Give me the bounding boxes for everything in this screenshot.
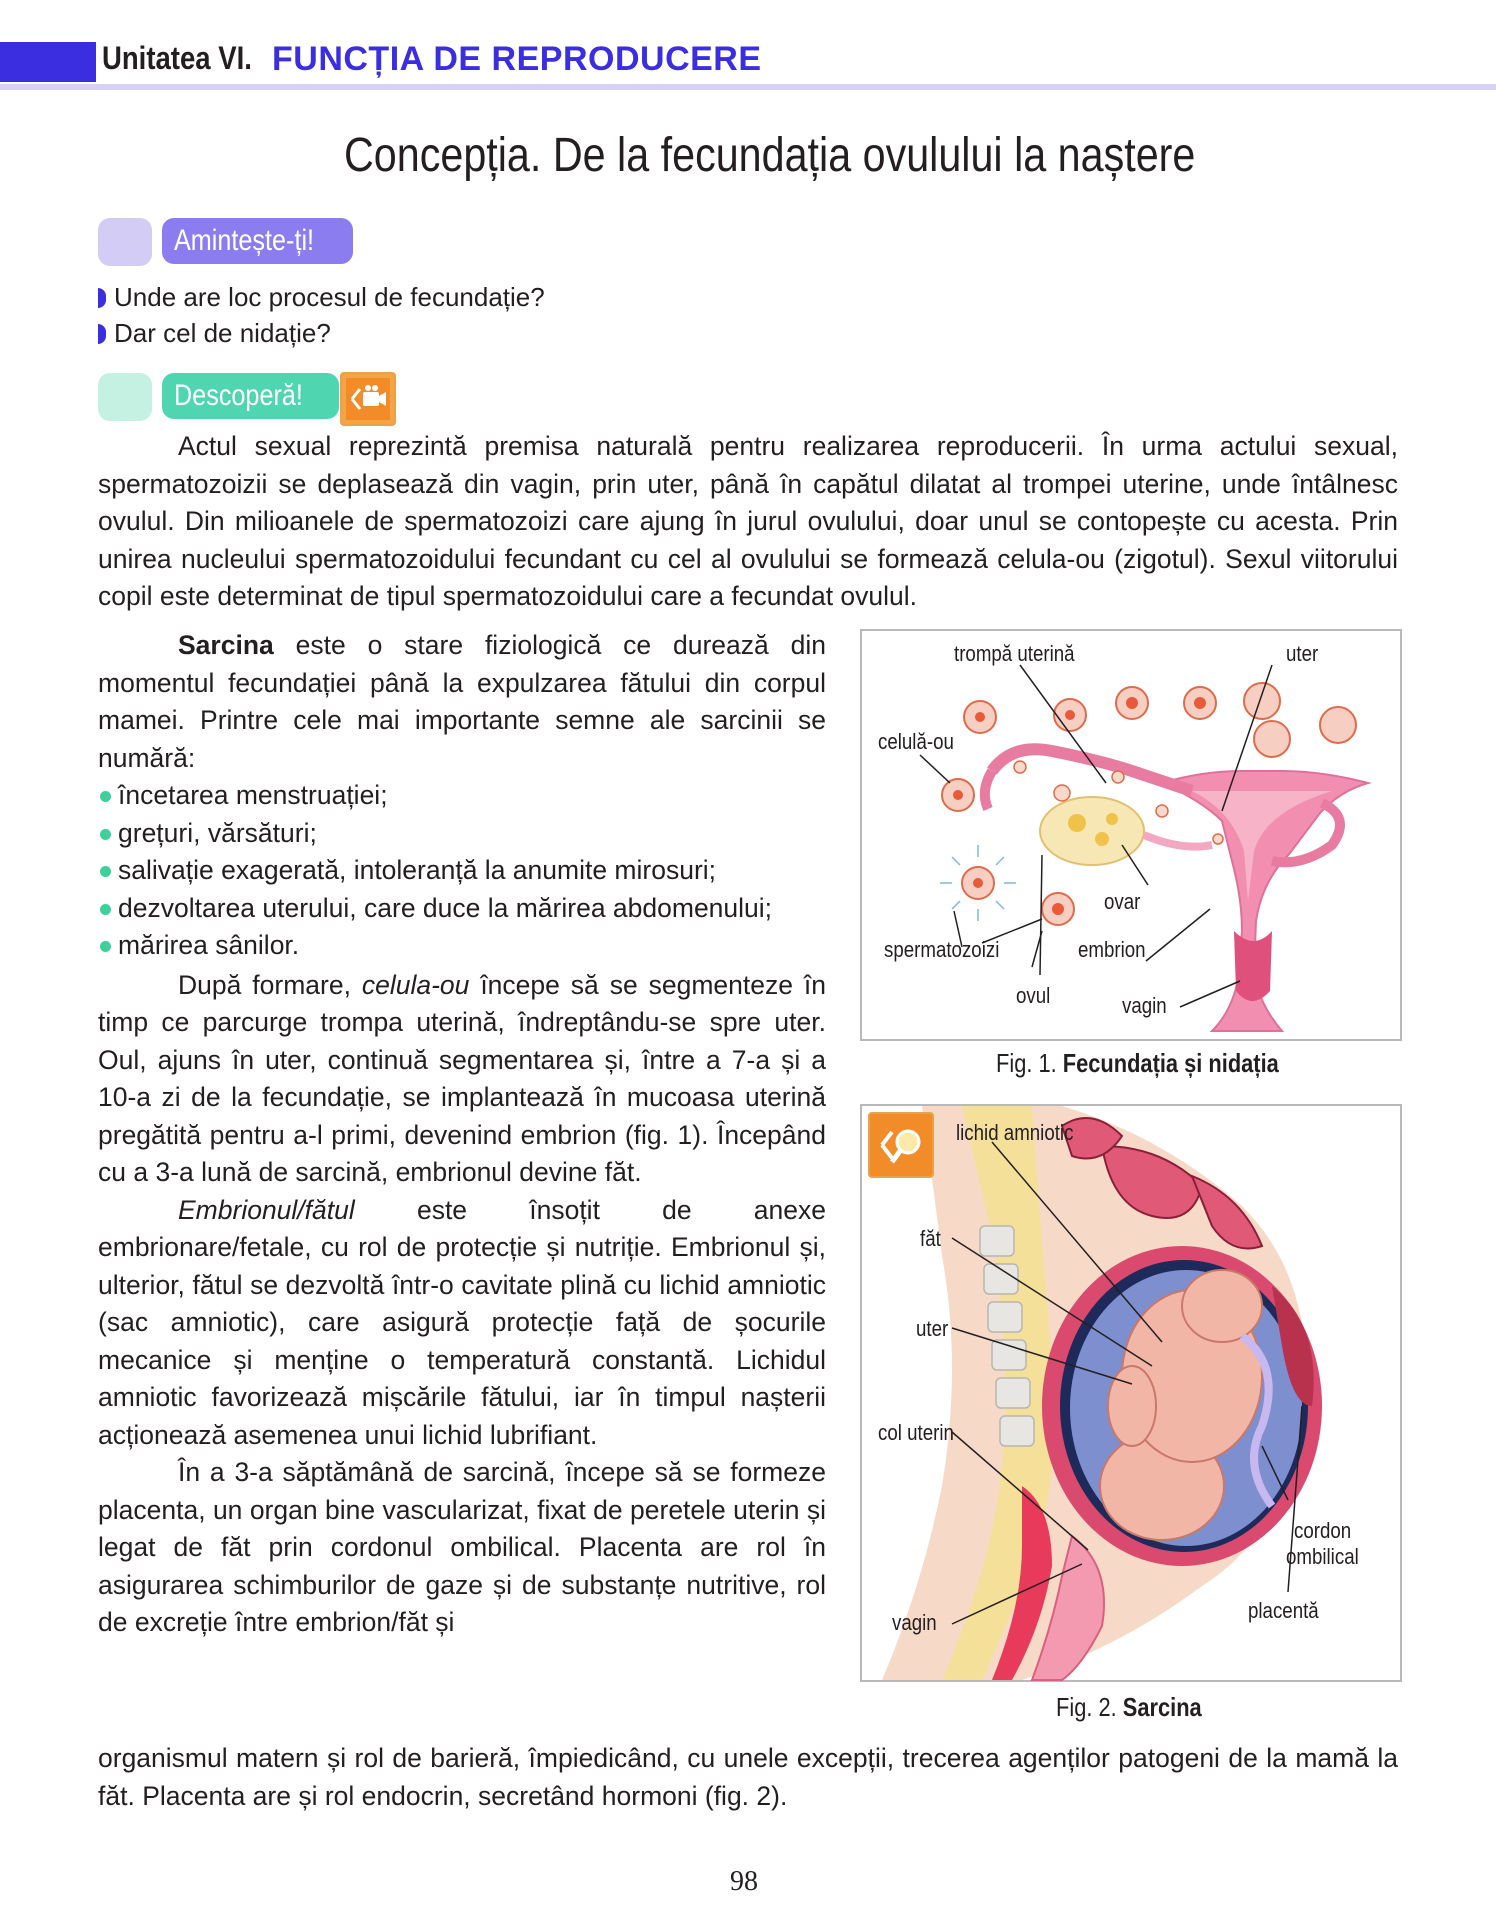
sign-item: salivație exagerată, intoleranță la anumite mirosuri; <box>98 852 826 890</box>
fig2-box <box>860 1104 1402 1682</box>
segment-paragraph: După formare, celula-ou începe să se segmenteze în timp ce parcurge trompa uterină, îndreptându-se spre uter. Oul, ajuns în uter, continuă segmentarea și, între a 7-a și a 10-a zi de la fecundație, se implantează în mucoasa uterină pregătită pentru a-l primi, devenind embrion (fig. 1). Începând cu a 3-a lună de sarcină, embrionul devine făt. <box>98 969 826 1187</box>
remember-tag: Amintește-ți! <box>162 218 353 264</box>
page-number: 98 <box>730 1866 758 1897</box>
label-placenta: placentă <box>1248 1598 1319 1623</box>
label-col-uterin: col uterin <box>878 1420 954 1445</box>
unit-title: FUNCȚIA DE REPRODUCERE <box>272 40 762 78</box>
sign-item: dezvoltarea uterului, care duce la mărirea abdomenului; <box>98 890 826 928</box>
annex-paragraph: Embrionul/fătul este însoțit de anexe embrionare/fetale, cu rol de protecție și nutriție. Embrionul și, ulterior, fătul se dezvoltă într-o cavitate plină cu lichid amniotic (sac amniotic), care asigură protecție față de șocurile mecanice și menține o temperatură constantă. Lichidul amniotic favorizează mișcările fătului, iar în timpul nașterii acționează asemenea unui lichid lubrifiant. <box>98 1194 826 1450</box>
fertilization-illustration <box>862 631 1400 1039</box>
label-fat: făt <box>920 1226 941 1251</box>
header-color-block <box>0 42 96 82</box>
label-ovar: ovar <box>1104 889 1141 914</box>
pregnancy-illustration <box>862 1106 1400 1680</box>
sign-item: grețuri, vărsături; <box>98 815 826 853</box>
remember-tag-square <box>98 218 152 266</box>
label-uter: uter <box>1286 641 1319 666</box>
fig1-box <box>860 629 1402 1041</box>
label-lichid: lichid amniotic <box>956 1120 1074 1145</box>
header-rule <box>0 84 1496 90</box>
video-icon[interactable] <box>340 372 396 426</box>
fig1-caption: Fig. 1. Fecundația și nidația <box>996 1048 1279 1078</box>
pregnancy-paragraph: Sarcina este o stare fiziologică ce durează din momentul fecundației până la expulzarea fătului din corpul mamei. Printre cele mai importante semne ale sarcinii se numără: <box>98 630 826 773</box>
sign-item: încetarea menstruației; <box>98 777 826 815</box>
page-title: Concepția. De la fecundația ovulului la naștere <box>344 129 1196 182</box>
search-icon[interactable] <box>868 1112 934 1178</box>
question-1: Unde are loc procesul de fecundație? <box>98 282 545 313</box>
label-vagin: vagin <box>892 1610 937 1635</box>
label-vagin: vagin <box>1122 993 1167 1018</box>
label-ombilical: ombilical <box>1286 1544 1359 1569</box>
placenta-paragraph-end: organismul matern și rol de barieră, împiedicând, cu unele excepții, trecerea agenților patogeni de la mamă la făt. Placenta are și rol endocrin, secretând hormoni (fig. 2). <box>98 1743 1398 1811</box>
label-celula: celulă-ou <box>878 729 954 754</box>
discover-tag-square <box>98 373 152 421</box>
label-ovul: ovul <box>1016 983 1051 1008</box>
placenta-paragraph: În a 3-a săptămână de sarcină, începe să se formeze placenta, un organ bine vascularizat, fixat de peretele uterin și legat de făt prin cordonul ombilical. Placenta are rol în asigurarea schimburilor de gaze și de substanțe nutritive, rol de excreție între embrion/făt și <box>98 1457 826 1637</box>
discover-tag: Descoperă! <box>162 373 339 419</box>
unit-label: Unitatea VI. <box>102 40 252 76</box>
label-embrion: embrion <box>1078 937 1146 962</box>
question-2: Dar cel de nidație? <box>98 318 331 349</box>
label-spermatozoizi: spermatozoizi <box>884 937 1000 962</box>
sign-item: mărirea sânilor. <box>98 927 826 965</box>
label-uter: uter <box>916 1316 949 1341</box>
label-cordon: cordon <box>1294 1518 1352 1543</box>
label-tromp: trompă uterină <box>954 641 1075 666</box>
fig2-caption: Fig. 2. Sarcina <box>1056 1692 1202 1722</box>
intro-paragraph: Actul sexual reprezintă premisa naturală pentru realizarea reproducerii. În urma actului sexual, spermatozoizii se deplasează din vagin, prin uter, până în capătul dilatat al trompei uterine, unde întâlnesc ovulul. Din milioanele de spermatozoizi care ajung în jurul ovulului, doar unul se contopește cu acesta. Prin unirea nucleului spermatozoidului fecundant cu cel al ovulului se formează celula-ou (zigotul). Sexul viitorului copil este determinat de tipul spermatozoidului care a fecundat ovulul. <box>98 431 1398 611</box>
left-column <box>98 627 826 1642</box>
